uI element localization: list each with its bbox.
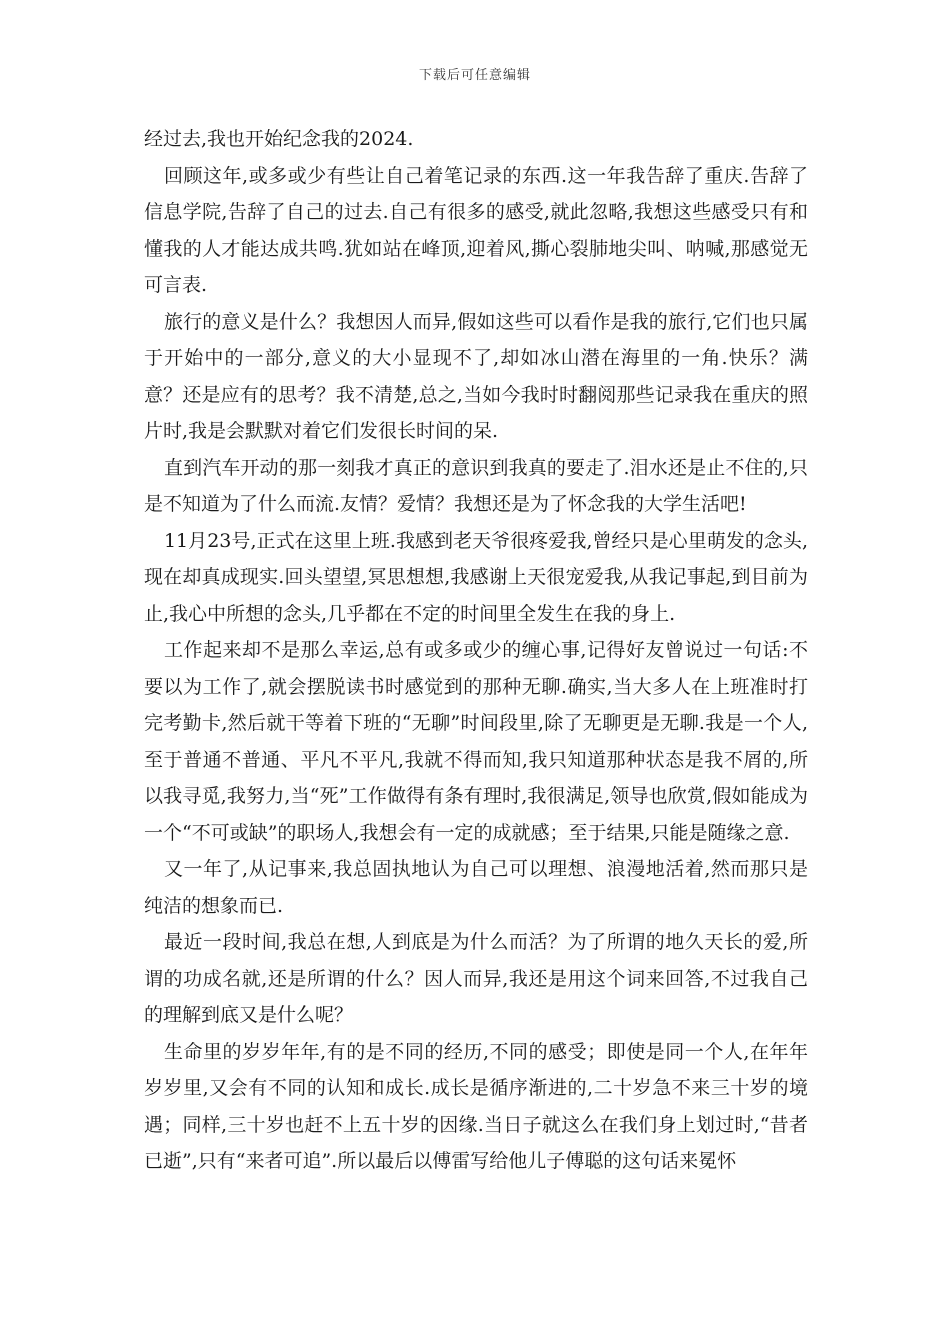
body-text <box>144 121 808 1180</box>
paragraph: 直到汽车开动的那一刻我才真正的意识到我真的要走了.泪水还是止不住的,只是不知道为了什么而流.友情？爱情？我想还是为了怀念我的大学生活吧! <box>144 456 808 515</box>
paragraph: 旅行的意义是什么？我想因人而异,假如这些可以看作是我的旅行,它们也只属于开始中的一部分,意义的大小显现不了,却如冰山潜在海里的一角.快乐？满意？还是应有的思考？我不清楚,总之,当如今我时时翻阅那些记录我在重庆的照片时,我是会默默对着它们发很长时间的呆. <box>144 310 808 442</box>
paragraph: 最近一段时间,我总在想,人到底是为什么而活？为了所谓的地久天长的爱,所谓的功成名就,还是所谓的什么？因人而异,我还是用这个词来回答,不过我自己的理解到底又是什么呢？ <box>144 931 808 1026</box>
paragraph: 回顾这年,或多或少有些让自己着笔记录的东西.这一年我告辞了重庆.告辞了信息学院,告辞了自己的过去.自己有很多的感受,就此忽略,我想这些感受只有和懂我的人才能达成共鸣.犹如站在峰顶,迎着风,撕心裂肺地尖叫、呐喊,那感觉无可言表. <box>144 164 808 296</box>
paragraph: 又一年了,从记事来,我总固执地认为自己可以理想、浪漫地活着,然而那只是纯洁的想象而已. <box>144 858 808 917</box>
paragraph: 生命里的岁岁年年,有的是不同的经历,不同的感受；即使是同一个人,在年年岁岁里,又会有不同的认知和成长.成长是循序渐进的,二十岁急不来三十岁的境遇；同样,三十岁也赶不上五十岁的因缘.当日子就这么在我们身上划过时,“昔者已逝”,只有“来者可追”.所以最后以傅雷写给他儿子傅聪的这句话来冕怀 <box>144 1040 808 1172</box>
paragraph: 11月23号,正式在这里上班.我感到老天爷很疼爱我,曾经只是心里萌发的念头,现在却真成现实.回头望望,冥思想想,我感谢上天很宠爱我,从我记事起,到目前为止,我心中所想的念头,几乎都在不定的时间里全发生在我的身上. <box>144 529 808 625</box>
header-note: 下载后可任意编辑 <box>418 68 531 83</box>
paragraph: 工作起来却不是那么幸运,总有或多或少的缠心事,记得好友曾说过一句话:不要以为工作了,就会摆脱读书时感觉到的那种无聊.确实,当大多人在上班准时打完考勤卡,然后就干等着下班的“无聊”时间段里,除了无聊更是无聊.我是一个人,至于普通不普通、平凡不平凡,我就不得而知,我只知道那种状态是我不屑的,所以我寻觅,我努力,当“死”工作做得有条有理时,我很满足,领导也欣赏,假如能成为一个“不可或缺”的职场人,我想会有一定的成就感；至于结果,只能是随缘之意. <box>144 639 808 844</box>
paragraph-continuation: 经过去,我也开始纪念我的2024. <box>144 128 414 150</box>
